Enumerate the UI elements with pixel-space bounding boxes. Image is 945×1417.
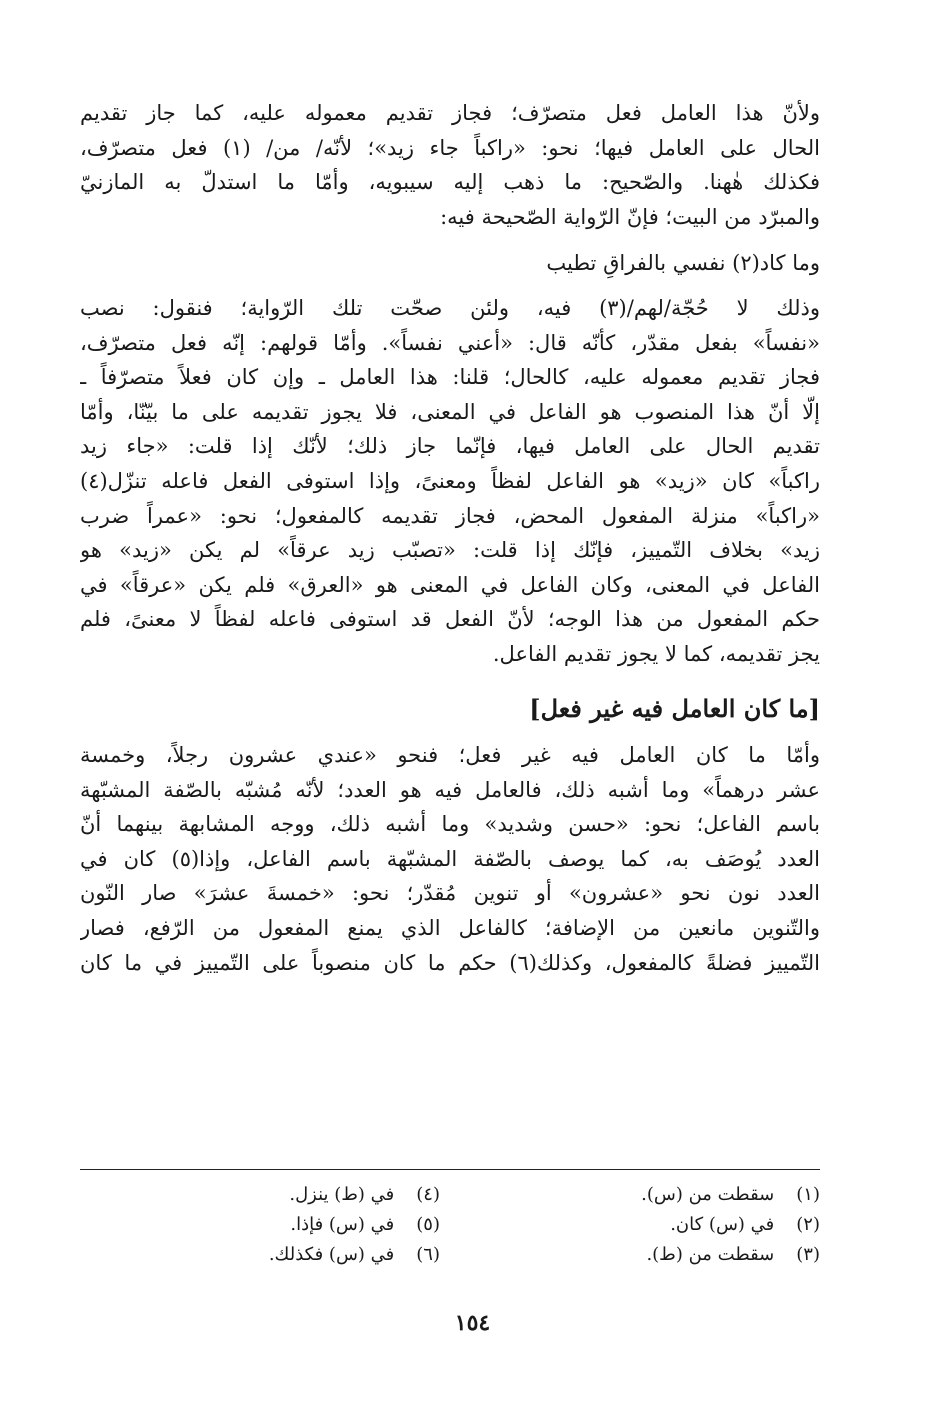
text-line: «نفساً» بفعل مقدّر، كأنّه قال: «أعني نفساً». وأمّا قولهم: إنّه فعل متصرّف، xyxy=(80,330,820,355)
text-line: التّمييز فضلةً كالمفعول، وكذلك(٦) حكم ما كان منصوباً على التّمييز في ما كان xyxy=(80,950,820,975)
text-line: راكباً» كان «زيد» هو الفاعل لفظاً ومعنىً، وإذا استوفى الفعل فاعله تنزّل(٤) xyxy=(80,468,820,493)
text-line: الفاعل في المعنى، وكان الفاعل في المعنى هو «العرق» فلم يكن «عرقاً» في xyxy=(80,572,820,597)
text-line: ولأنّ هذا العامل فعل متصرّف؛ فجاز تقديم معموله عليه، كما جاز تقديم xyxy=(80,101,820,125)
text-line: وذلك لا حُجّة/لهم/(٣) فيه، ولئن صحّت تلك الرّواية؛ فنقول: نصب xyxy=(80,295,820,320)
text-line: زيد» بخلاف التّمييز، فإنّك إذا قلت: «تصبّب زيد عرقاً» لم يكن «زيد» هو xyxy=(80,538,820,563)
footnote-number: (٦) xyxy=(416,1244,440,1265)
text-line: باسم الفاعل؛ نحو: «حسن وشديد» وما أشبه ذلك، ووجه المشابهة بينهما أنّ xyxy=(80,812,820,837)
footnote-number: (٢) xyxy=(796,1214,820,1235)
paragraph-2 xyxy=(80,291,820,672)
footnote-number: (٥) xyxy=(416,1214,440,1235)
text-line: تقديم الحال على العامل فيها، فإنّما جاز ذلك؛ لأنّك إذا قلت: «جاء زيد xyxy=(80,434,820,459)
footnote-text: في (س) فكذلك. xyxy=(268,1244,395,1265)
footnote-item xyxy=(460,1210,820,1240)
text-line: العدد يُوصَف به، كما يوصف بالصّفة المشبّهة باسم الفاعل، وإذا(٥) كان في xyxy=(80,846,820,871)
footnote-item xyxy=(80,1240,440,1270)
text-line: العدد نون نحو «عشرون» أو تنوين مُقدّر؛ نحو: «خمسةَ عشرَ» صار النّون xyxy=(80,881,820,906)
footnote-item xyxy=(80,1210,440,1240)
main-text xyxy=(80,96,820,980)
section-heading: [ما كان العامل فيه غير فعل] xyxy=(529,693,820,723)
footnotes-column-left xyxy=(80,1180,440,1270)
footnote-item xyxy=(460,1180,820,1210)
footnote-item xyxy=(460,1240,820,1270)
footnote-text: سقطت من (ط). xyxy=(646,1244,775,1265)
footnote-divider xyxy=(80,1169,820,1170)
page-number: ١٥٤ xyxy=(454,1310,491,1336)
text-line: يجز تقديمه، كما لا يجوز تقديم الفاعل. xyxy=(492,641,820,666)
paragraph-1 xyxy=(80,96,820,234)
footnote-number: (٤) xyxy=(416,1184,440,1205)
footnote-text: في (س) فإذا. xyxy=(290,1214,395,1235)
text-line: والتّنوين مانعين من الإضافة؛ كالفاعل الذي يمنع المفعول من الرّفع، فصار xyxy=(80,916,820,941)
footnote-text: في (ط) ينزل. xyxy=(289,1184,395,1205)
footnote-text: سقطت من (س). xyxy=(641,1184,775,1205)
text-line: حكم المفعول من هذا الوجه؛ لأنّ الفعل قد استوفى فاعله لفظاً لا معنىً، فلم xyxy=(80,607,820,632)
paragraph-3 xyxy=(80,738,820,980)
footnote-number: (٣) xyxy=(796,1244,820,1265)
footnote-item xyxy=(80,1180,440,1210)
text-line: فجاز تقديم معموله عليه، كالحال؛ قلنا: هذا العامل ـ وإن كان فعلاً متصرّفاً ـ xyxy=(80,365,820,390)
footnote-text: في (س) كان. xyxy=(670,1214,775,1235)
footnote-number: (١) xyxy=(796,1184,820,1205)
poetry-verse: وما كاد(٢) نفسي بالفراقِ تطيب xyxy=(546,251,820,276)
text-line: عشر درهماً» وما أشبه ذلك، فالعامل فيه هو العدد؛ لأنّه مُشبّه بالصّفة المشبّهة xyxy=(80,777,820,802)
footnotes-column-right xyxy=(460,1180,820,1270)
text-line: وأمّا ما كان العامل فيه غير فعل؛ فنحو «عندي عشرون رجلاً، وخمسة xyxy=(80,743,820,768)
text-line: إلّا أنّ هذا المنصوب هو الفاعل في المعنى، فلا يجوز تقديمه على ما بيّنّا، وأمّا xyxy=(80,399,820,424)
text-line: والمبرّد من البيت؛ فإنّ الرّواية الصّحيحة فيه: xyxy=(440,204,820,229)
text-line: «راكباً» منزلة المفعول المحض، فجاز تقديمه كالمفعول؛ نحو: «عمراً ضرب xyxy=(80,503,820,528)
text-line: الحال على العامل فيها؛ نحو: «راكباً جاء زيد»؛ لأنّه/ من/ (١) فعل متصرّف، xyxy=(80,135,820,160)
text-line: فكذلك هٰهنا. والصّحيح: ما ذهب إليه سيبويه، وأمّا ما استدلّ به المازنيّ xyxy=(80,170,820,195)
